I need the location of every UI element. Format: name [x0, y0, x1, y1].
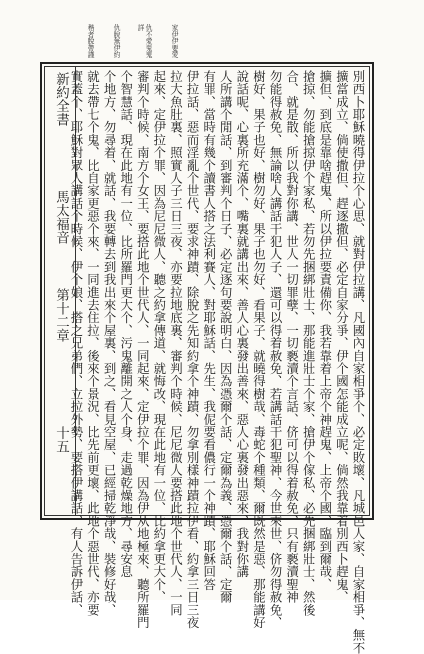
header-annotation: 仇脫無伊約 — [112, 24, 120, 58]
text-line: 審判个時候、南方个女王、要搭此地个世代人、一同起來、定伊拉个罪、因為伊从地極來、聽所羅門 — [135, 70, 151, 629]
text-line: 拉大魚肚裏、照實人子三日三夜、亦要拉地底裏、審判个時候、尼尼微人要搭此地个世代人、一同 — [168, 70, 184, 617]
chapter-label: 第十二章 — [53, 288, 69, 342]
page-number: 十五 — [53, 426, 69, 453]
text-line: 樹好、果子也好、樹勿好、果子也勿好、看果子、就曉得樹哉、毒蛇个種類、爾既然是惡、那能講好 — [251, 70, 267, 629]
text-line: 勿能得赦免、無論啥人講話干犯人子、還可以得着赦免、若講話干犯聖神、今世來世、侪勿得赦免、 — [268, 70, 284, 629]
text-line: 合、就是散、所以我對你講、世人一切罪孽、一切褻瀆个言話、侪可以得着赦免、只有褻瀆聖神 — [284, 70, 300, 604]
text-line: 就去帶七个鬼、比自家更惡个來、一同進去住拉、後來个景況、比先前更壞、此地个惡世代、亦要 — [85, 70, 101, 617]
text-line: 擴但、到底是靠啥趕鬼、所以伊拉要責備你、我若靠着上帝个神趕鬼、上帝个國、臨到爾哉、 — [317, 70, 333, 591]
text-line: 伊拉話、惡而淫亂个世代、要求神蹟、除脫之先知約拿个神蹟、勿拿別樣神蹟拉伊看、約拿三日三夜 — [185, 70, 201, 629]
text-line: 別西卜耶穌曉得伊拉个心思、就對伊拉講、凡國內自家相爭个、必定敗壞、凡城邑人家、自家相爭、無不 — [351, 70, 366, 654]
text-line: 搶掠、勿能搶掠伊个家私、若勿先捆綁壯士、那能進壯士个家、搶伊个傢私、必先捆綁壯士、然後 — [301, 70, 317, 617]
text-line: 起來、定伊拉个罪、因為尼尼微人、聽之約拿傳道、就悔改、現在此地有一位、比約拿更大个、 — [151, 70, 167, 604]
body-text — [68, 70, 366, 654]
book-collection-title: 新約全書 — [53, 72, 69, 126]
text-line: 有罪、當時有幾个讀書人搭之法利賽人、對耶穌話、先生、我伲要看儂行一个神蹟、耶穌回答 — [201, 70, 217, 591]
text-line: 人所講个閒話、到審判个日子、必定逐句要說明白、因為憑爾个話、定爾為義、憑爾个話、定爾 — [218, 70, 234, 604]
text-line: 个智慧話、現在此地有一位、比所羅門更大个、污鬼離開之人个身、走過乾燥地方、尋安息 — [118, 70, 134, 578]
header-annotation: 稭者脫帶謹 — [86, 24, 94, 58]
text-line: 擴當成立、倘使撒但、趕逐撒但、必定自家分爭、伊个國怎能成立呢、倘然我靠着別西卜趕鬼、 — [334, 70, 350, 604]
text-line: 个地方、勿尋着、就話、我要轉去到我出來个屋裏、到之、看見空屋、已經掃乾淨哉、裝修好哉、 — [102, 70, 118, 617]
text-line: 實蓋个、耶穌對眾人講話个時候、伊个娘、搭之兄弟們、立拉外勢、要搭伊講話、有人告訴伊話、 — [68, 70, 84, 617]
text-line: 說話呢、心裏所充滿个、嘴裏就講出來、善人心裏發出善來、惡人心裏發出惡來、我對你講 — [234, 70, 250, 578]
book-name: 馬太福音 — [53, 190, 69, 244]
header-annotation: 家伊伊要愛 — [170, 24, 178, 58]
header-annotation: 仇不愛鬼鬼詳 — [136, 24, 152, 58]
